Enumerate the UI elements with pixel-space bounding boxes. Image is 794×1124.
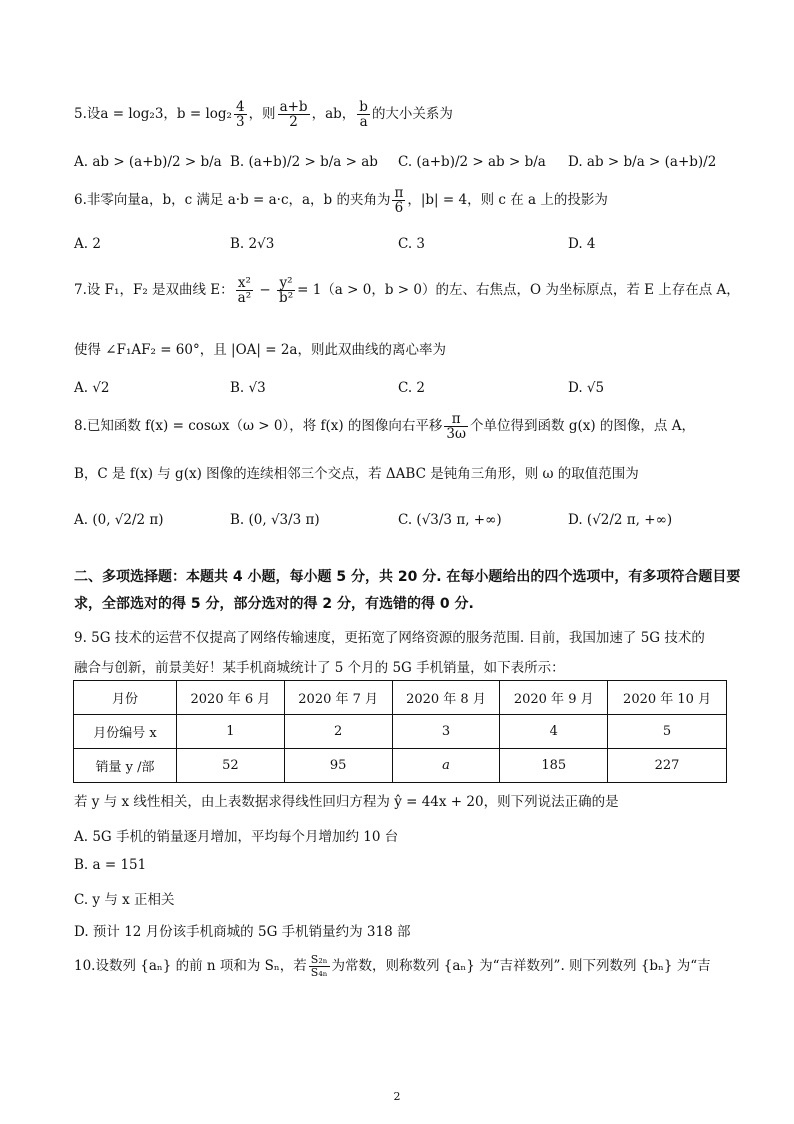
table-cell: 4 bbox=[500, 715, 608, 749]
q5-stem-a: 5.设 bbox=[74, 106, 101, 123]
q8-line2: B，C 是 f(x) 与 g(x) 图像的连续相邻三个交点，若 ΔABC 是钝角三角形，则 ω 的取值范围为 bbox=[74, 466, 639, 482]
q6-option-c: C. 3 bbox=[398, 236, 426, 252]
table-cell: 2020 年 6 月 bbox=[177, 681, 285, 715]
table-row bbox=[74, 715, 727, 749]
table-cell: 185 bbox=[500, 749, 608, 783]
q7-stem: 7.设 F₁，F₂ 是双曲线 E： $\frac{\text{x²}}{\text{a²}}$ − $\frac{\text{y²}}{\text{b²}}$ = 1（a > 0，b > 0）的左、右焦点，O 为坐标原点，若 E 上存在点 A， bbox=[74, 275, 740, 307]
table-cell: a bbox=[392, 749, 500, 783]
table-cell: 2 bbox=[284, 715, 392, 749]
q9-option-c: C. y 与 x 正相关 bbox=[74, 892, 175, 908]
section2-line2: 求，全部选对的得 5 分，部分选对的得 2 分，有选错的得 0 分. bbox=[74, 596, 474, 612]
q7-option-c: C. 2 bbox=[398, 380, 426, 396]
table-header-row bbox=[74, 681, 727, 715]
section2-line1: 二、多项选择题：本题共 4 小题，每小题 5 分，共 20 分. 在每小题给出的四个选项中，有多项符合题目要 bbox=[74, 569, 741, 585]
q5-option-c: C. (a+b)/2 > ab > b/a bbox=[398, 154, 546, 170]
q9-line1: 9. 5G 技术的运营不仅提高了网络传输速度，更拓宽了网络资源的服务范围. 目前，我国加速了 5G 技术的 bbox=[74, 630, 705, 646]
q8-option-a: A. (0, √2/2 π) bbox=[74, 512, 164, 528]
q5-option-b: B. (a+b)/2 > b/a > ab bbox=[230, 154, 378, 170]
table-cell: 2020 年 9 月 bbox=[500, 681, 608, 715]
q9-option-b: B. a = 151 bbox=[74, 857, 147, 873]
table-cell: 95 bbox=[284, 749, 392, 783]
q8-stem: 8.已知函数 f(x) = cosωx（ω > 0），将 f(x) 的图像向右平移 $\frac{\pi}{3\omega}$ 个单位得到函数 g(x) 的图像，点 A， bbox=[74, 411, 695, 443]
table-cell: 月份编号 x bbox=[74, 715, 177, 749]
table-cell: 227 bbox=[608, 749, 727, 783]
table-row bbox=[74, 749, 727, 783]
q5-stem: 5.设a = log₂3，b = log₂ $\frac{4}{3}$ ，则 $\frac{a+b}{2}$ ，ab， $\frac{b}{a}$ 的大小关系为 bbox=[74, 99, 453, 131]
table-cell: 3 bbox=[392, 715, 500, 749]
q7-line2: 使得 ∠F₁AF₂ = 60°，且 |OA| = 2a，则此双曲线的离心率为 bbox=[74, 342, 446, 358]
table-cell: 2020 年 10 月 bbox=[608, 681, 727, 715]
q6-frac: $\frac{\pi}{6}$ bbox=[394, 185, 404, 217]
q6-option-d: D. 4 bbox=[568, 236, 596, 252]
q7-frac2: $\frac{\text{y²}}{\text{b²}}$ bbox=[279, 275, 294, 307]
q8-frac: $\frac{\pi}{3\omega}$ bbox=[446, 411, 467, 443]
q8-option-d: D. (√2/2 π, +∞) bbox=[568, 512, 673, 528]
q5-frac3: $\frac{b}{a}$ bbox=[359, 99, 368, 131]
q5-option-d: D. ab > b/a > (a+b)/2 bbox=[568, 154, 717, 170]
q8-option-c: C. (√3/3 π, +∞) bbox=[398, 512, 502, 528]
table-cell: 2020 年 7 月 bbox=[284, 681, 392, 715]
q6-option-a: A. 2 bbox=[74, 236, 101, 252]
table-cell: 5 bbox=[608, 715, 727, 749]
q10-stem: 10.设数列 {aₙ} 的前 n 项和为 Sₙ，若 $\frac{\text{S₂ₙ}}{\text{S₄ₙ}}$ 为常数，则称数列 {aₙ} 为“吉祥数列”. 则下列数列 {bₙ} 为“吉 bbox=[74, 953, 711, 979]
q6-option-b: B. 2√3 bbox=[230, 236, 275, 252]
q8-option-b: B. (0, √3/3 π) bbox=[230, 512, 320, 528]
q9-option-d: D. 预计 12 月份该手机商城的 5G 手机销量约为 318 部 bbox=[74, 924, 411, 940]
q10-frac: $\frac{\text{S₂ₙ}}{\text{S₄ₙ}}$ bbox=[310, 953, 328, 979]
q7-option-b: B. √3 bbox=[230, 380, 266, 396]
table-cell: 月份 bbox=[74, 681, 177, 715]
page-number: 2 bbox=[393, 1090, 401, 1103]
table-cell: 52 bbox=[177, 749, 285, 783]
q5-frac2: $\frac{a+b}{2}$ bbox=[279, 99, 308, 131]
q7-option-d: D. √5 bbox=[568, 380, 605, 396]
q5-frac1: $\frac{4}{3}$ bbox=[235, 99, 245, 131]
table-cell: 销量 y /部 bbox=[74, 749, 177, 783]
q7-frac1: $\frac{\text{x²}}{\text{a²}}$ bbox=[237, 275, 252, 307]
table-cell: 1 bbox=[177, 715, 285, 749]
q7-option-a: A. √2 bbox=[74, 380, 110, 396]
sales-table bbox=[73, 680, 727, 783]
q5-option-a: A. ab > (a+b)/2 > b/a bbox=[74, 154, 222, 170]
q6-stem: 6.非零向量a，b，c 满足 a·b = a·c，a，b 的夹角为 $\frac{\pi}{6}$ ，|b| = 4，则 c 在 a 上的投影为 bbox=[74, 185, 608, 217]
q5-stem-b: a = log₂3，b = log₂ bbox=[100, 106, 232, 123]
q9-option-a: A. 5G 手机的销量逐月增加，平均每个月增加约 10 台 bbox=[74, 829, 399, 845]
q9-line2: 融合与创新，前景美好！某手机商城统计了 5 个月的 5G 手机销量，如下表所示： bbox=[74, 660, 565, 676]
table-cell: 2020 年 8 月 bbox=[392, 681, 500, 715]
q9-after: 若 y 与 x 线性相关，由上表数据求得线性回归方程为 ŷ = 44x + 20，则下列说法正确的是 bbox=[74, 794, 619, 810]
